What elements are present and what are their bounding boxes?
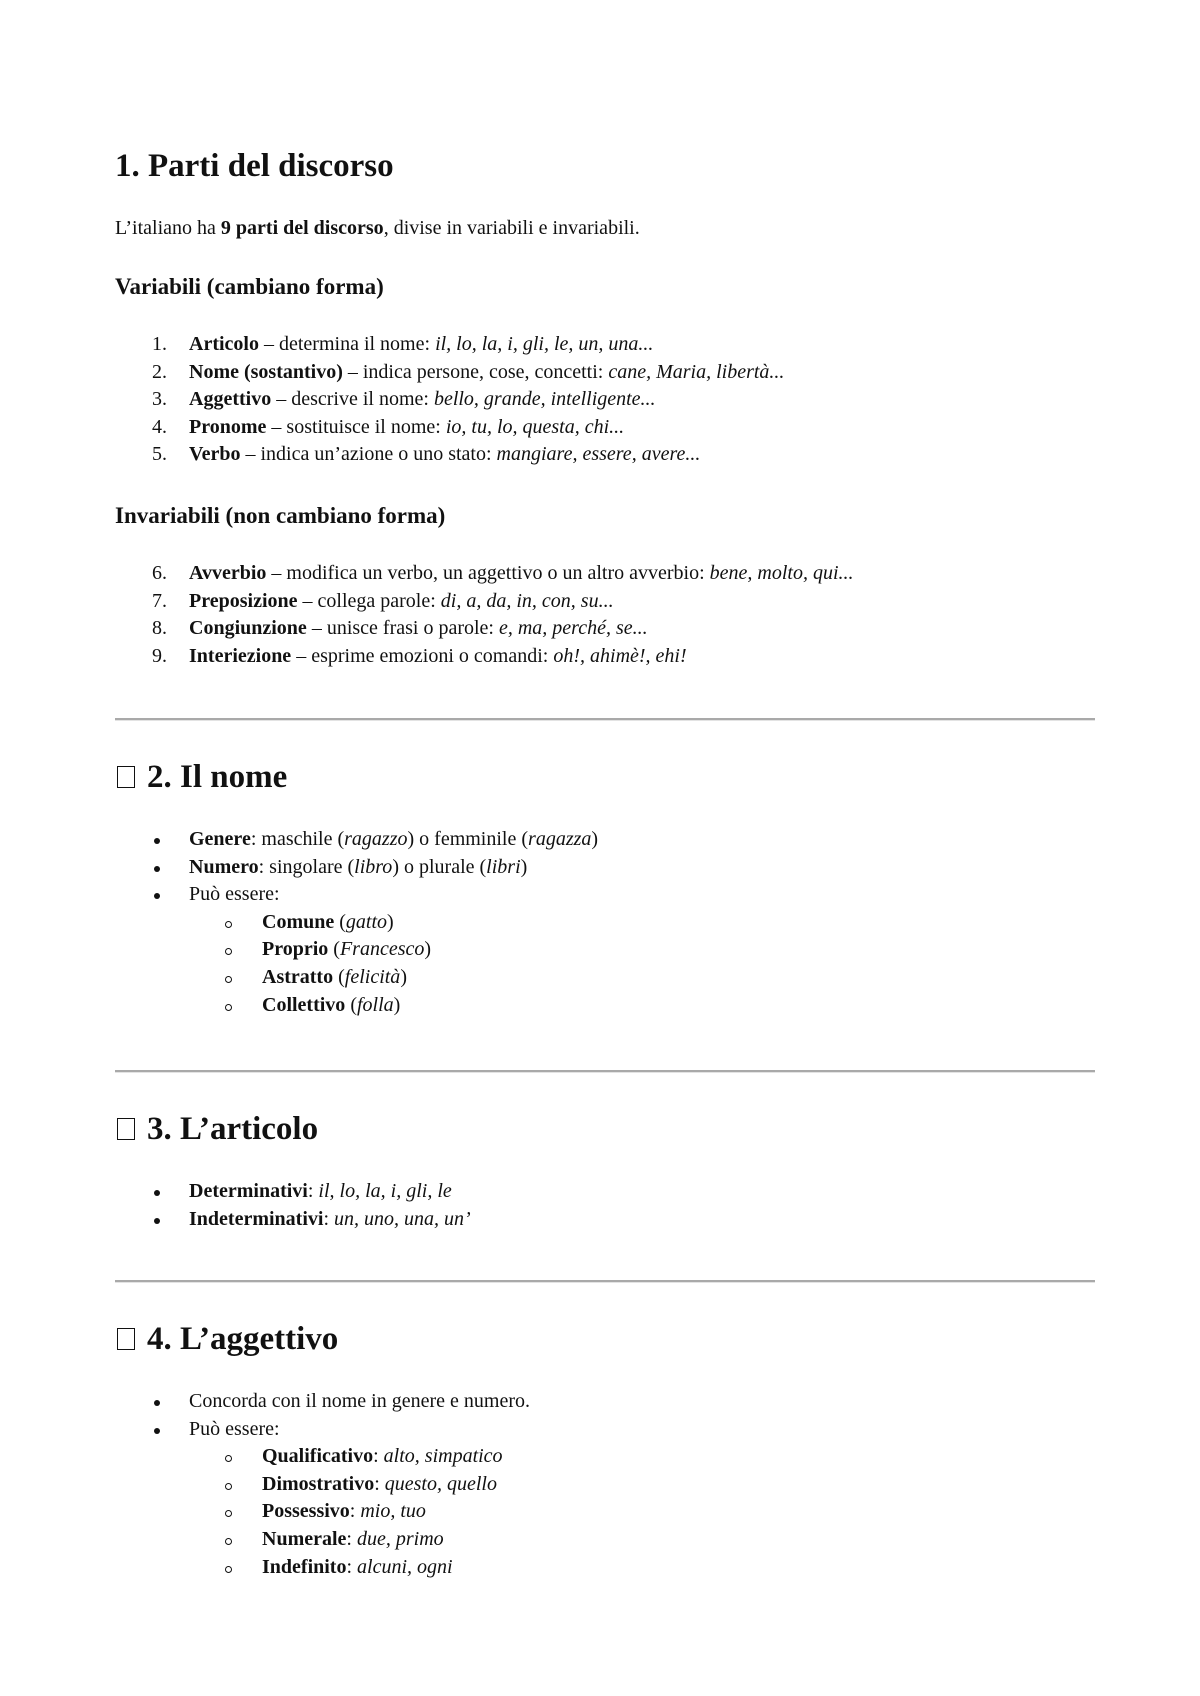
- list-item: Indeterminativi: un, uno, una, un’: [115, 1206, 471, 1234]
- sub-list-item: Indefinito: alcuni, ogni: [115, 1554, 530, 1582]
- section-3-heading: 3. L’articolo: [115, 1109, 318, 1149]
- horizontal-divider: [115, 1070, 1095, 1073]
- section-1-heading: 1. Parti del discorso: [115, 148, 394, 184]
- list-item: Può essere:: [115, 1416, 530, 1444]
- list-item: Determinativi: il, lo, la, i, gli, le: [115, 1178, 471, 1206]
- list-item: Concorda con il nome in genere e numero.: [115, 1388, 530, 1416]
- bullet-icon: [154, 1400, 160, 1406]
- section-4-heading: 4. L’aggettivo: [115, 1319, 338, 1359]
- list-item: 9. Interiezione – esprime emozioni o comandi: oh!, ahimè!, ehi!: [152, 644, 687, 667]
- variabili-list: [115, 331, 784, 469]
- checkbox-glyph-icon: [117, 1118, 135, 1140]
- list-item: 2. Nome (sostantivo) – indica persone, cose, concetti: cane, Maria, libertà...: [152, 360, 785, 383]
- circle-bullet-icon: [225, 1455, 232, 1462]
- bullet-icon: [154, 893, 160, 899]
- articolo-list: [115, 1178, 471, 1233]
- sub-list-item: Astratto (felicità): [115, 964, 598, 992]
- list-item: 5. Verbo – indica un’azione o uno stato: mangiare, essere, avere...: [152, 443, 701, 466]
- sub-list-item: Numerale: due, primo: [115, 1526, 530, 1554]
- aggettivo-list: [115, 1388, 530, 1581]
- list-item: Può essere:: [115, 881, 598, 909]
- invariabili-heading: Invariabili (non cambiano forma): [115, 503, 446, 528]
- bullet-icon: [154, 1218, 160, 1224]
- sub-list-item: Possessivo: mio, tuo: [115, 1498, 530, 1526]
- circle-bullet-icon: [225, 1004, 232, 1011]
- variabili-heading: Variabili (cambiano forma): [115, 274, 384, 299]
- section-1-intro: L’italiano ha 9 parti del discorso, divise in variabili e invariabili.: [115, 217, 640, 239]
- horizontal-divider: [115, 718, 1095, 721]
- horizontal-divider: [115, 1280, 1095, 1283]
- sub-list-item: Proprio (Francesco): [115, 936, 598, 964]
- list-item: 6. Avverbio – modifica un verbo, un aggettivo o un altro avverbio: bene, molto, qui...: [152, 562, 854, 584]
- section-2-heading: 2. Il nome: [115, 757, 287, 797]
- list-item: 3. Aggettivo – descrive il nome: bello, grande, intelligente...: [152, 388, 656, 411]
- sub-list-item: Qualificativo: alto, simpatico: [115, 1443, 530, 1471]
- nome-list: [115, 826, 598, 1019]
- sub-list-item: Collettivo (folla): [115, 992, 598, 1020]
- circle-bullet-icon: [225, 976, 232, 983]
- checkbox-glyph-icon: [117, 766, 135, 788]
- list-item: Numero: singolare (libro) o plurale (libri): [115, 854, 598, 882]
- bullet-icon: [154, 1190, 160, 1196]
- list-item: 7. Preposizione – collega parole: di, a, da, in, con, su...: [152, 589, 614, 612]
- invariabili-list: [115, 560, 854, 670]
- circle-bullet-icon: [225, 948, 232, 955]
- list-item: 1. Articolo – determina il nome: il, lo, la, i, gli, le, un, una...: [152, 333, 654, 355]
- sub-list-item: Dimostrativo: questo, quello: [115, 1471, 530, 1499]
- bullet-icon: [154, 1428, 160, 1434]
- circle-bullet-icon: [225, 1566, 232, 1573]
- list-item: 8. Congiunzione – unisce frasi o parole: e, ma, perché, se...: [152, 617, 648, 640]
- list-item: Genere: maschile (ragazzo) o femminile (ragazza): [115, 826, 598, 854]
- circle-bullet-icon: [225, 1510, 232, 1517]
- circle-bullet-icon: [225, 1538, 232, 1545]
- list-item: 4. Pronome – sostituisce il nome: io, tu, lo, questa, chi...: [152, 415, 625, 438]
- circle-bullet-icon: [225, 1483, 232, 1490]
- bullet-icon: [154, 838, 160, 844]
- circle-bullet-icon: [225, 921, 232, 928]
- bullet-icon: [154, 866, 160, 872]
- checkbox-glyph-icon: [117, 1328, 135, 1350]
- sub-list-item: Comune (gatto): [115, 909, 598, 937]
